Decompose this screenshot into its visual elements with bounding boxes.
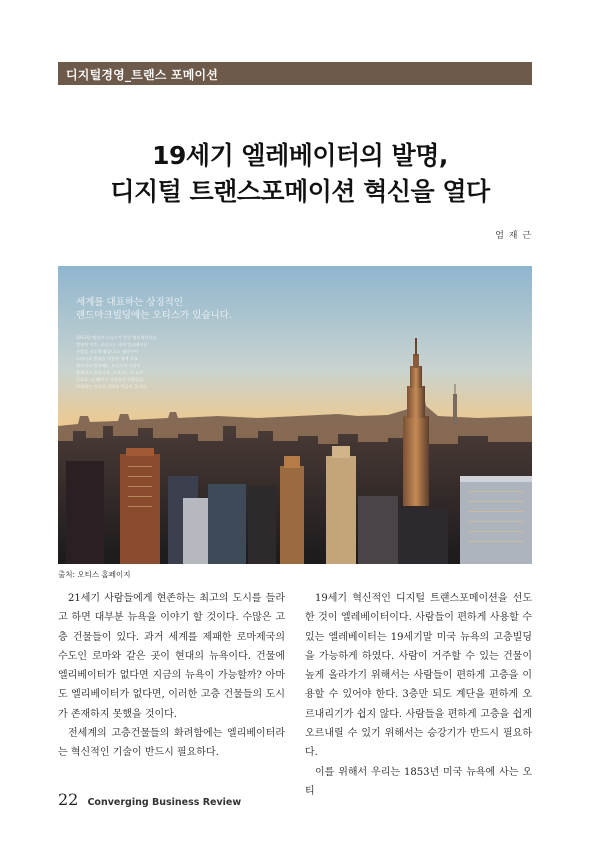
- paragraph: 19세기 혁신적인 디지털 트랜스포메이션을 선도한 것이 엘레베이터이다. 사람들이 편하게 사용할 수 있는 엘레베이터는 19세기말 미국 뉴욕의 고층빌딩을 가능하게 하였다. 사람이 거주할 수 있는 건물이 높게 올라가기 위해서는 사람들이 편하게 고층을 이용할 수 있어야 한다. 3층만 되도 계단을 편하게 오르내리기가 쉽지 않다. 사람들을 편하게 고층을 쉽게 오르내릴 수 있기 위해서는 승강기가 반드시 필요하다.: [305, 593, 532, 759]
- body-column-right: [305, 589, 532, 801]
- overlay-line-1: 세계를 대표하는 상징적인: [76, 297, 183, 308]
- overlay-small-line: 연결하는 이동의 미래를 만들어 갑니다.: [76, 384, 148, 389]
- page-number: 22: [58, 790, 79, 809]
- overlay-small-line: 곳으로, 더 빠르고 안전하게 사람들을: [76, 377, 144, 382]
- photo-caption: 출처: 오티스 홈페이지: [58, 570, 131, 579]
- overlay-line-2: 랜드마크빌딩에는 오티스가 있습니다.: [76, 310, 232, 321]
- body-column-left: [58, 589, 285, 763]
- photo-overlay-body: [76, 334, 216, 390]
- overlay-small-line: 랜드마크 빌딩에는 오티스의 기술이: [76, 363, 141, 368]
- overlay-small-line: 함께하고 있습니다. 오티스는 더 높은: [76, 370, 144, 375]
- section-label: 디지털경영_트랜스 포메이션: [66, 68, 219, 82]
- overlay-small-line: 1853년 엘리샤 오티스가 안전 엘리베이터를: [76, 335, 157, 340]
- paragraph: 전세계의 고층건물들의 화려함에는 엘리베이터라는 혁신적인 기술이 반드시 필요하다.: [58, 728, 285, 759]
- photo-overlay-heading: [76, 296, 232, 322]
- overlay-small-line: 발명한 이후, 오티스는 세계 엘리베이터: [76, 342, 148, 347]
- title-line-2: 디지털 트랜스포메이션 혁신을 열다: [110, 177, 490, 206]
- overlay-small-line: 산업을 선도해 왔습니다. 엠파이어: [76, 349, 138, 354]
- page-footer: [58, 790, 241, 809]
- author-name: 엄 재 근: [495, 231, 532, 241]
- journal-name: Converging Business Review: [87, 797, 242, 808]
- overlay-small-line: 스테이트 빌딩을 비롯한 세계 주요: [76, 356, 138, 361]
- city-skyline-photo: [58, 266, 532, 564]
- article-title: [58, 138, 542, 210]
- paragraph: 이를 위해서 우리는 1853년 미국 뉴욕에 사는 오티: [305, 766, 532, 797]
- section-header-bar: [58, 62, 532, 85]
- title-line-1: 19세기 엘레베이터의 발명,: [152, 141, 448, 170]
- paragraph: 21세기 사람들에게 현존하는 최고의 도시를 들라고 하면 대부분 뉴욕을 이야기 할 것이다. 수많은 고층 건물들이 있다. 과거 세계를 제패한 로마제국의 수도인 로마와 같은 곳이 현대의 뉴욕이다. 건물에 엘리베이터가 없다면 지금의 뉴욕이 가능할까? 아마도 엘리베이터가 없다면, 이러한 고층 건물들의 도시가 존재하지 못했을 것이다.: [58, 593, 285, 720]
